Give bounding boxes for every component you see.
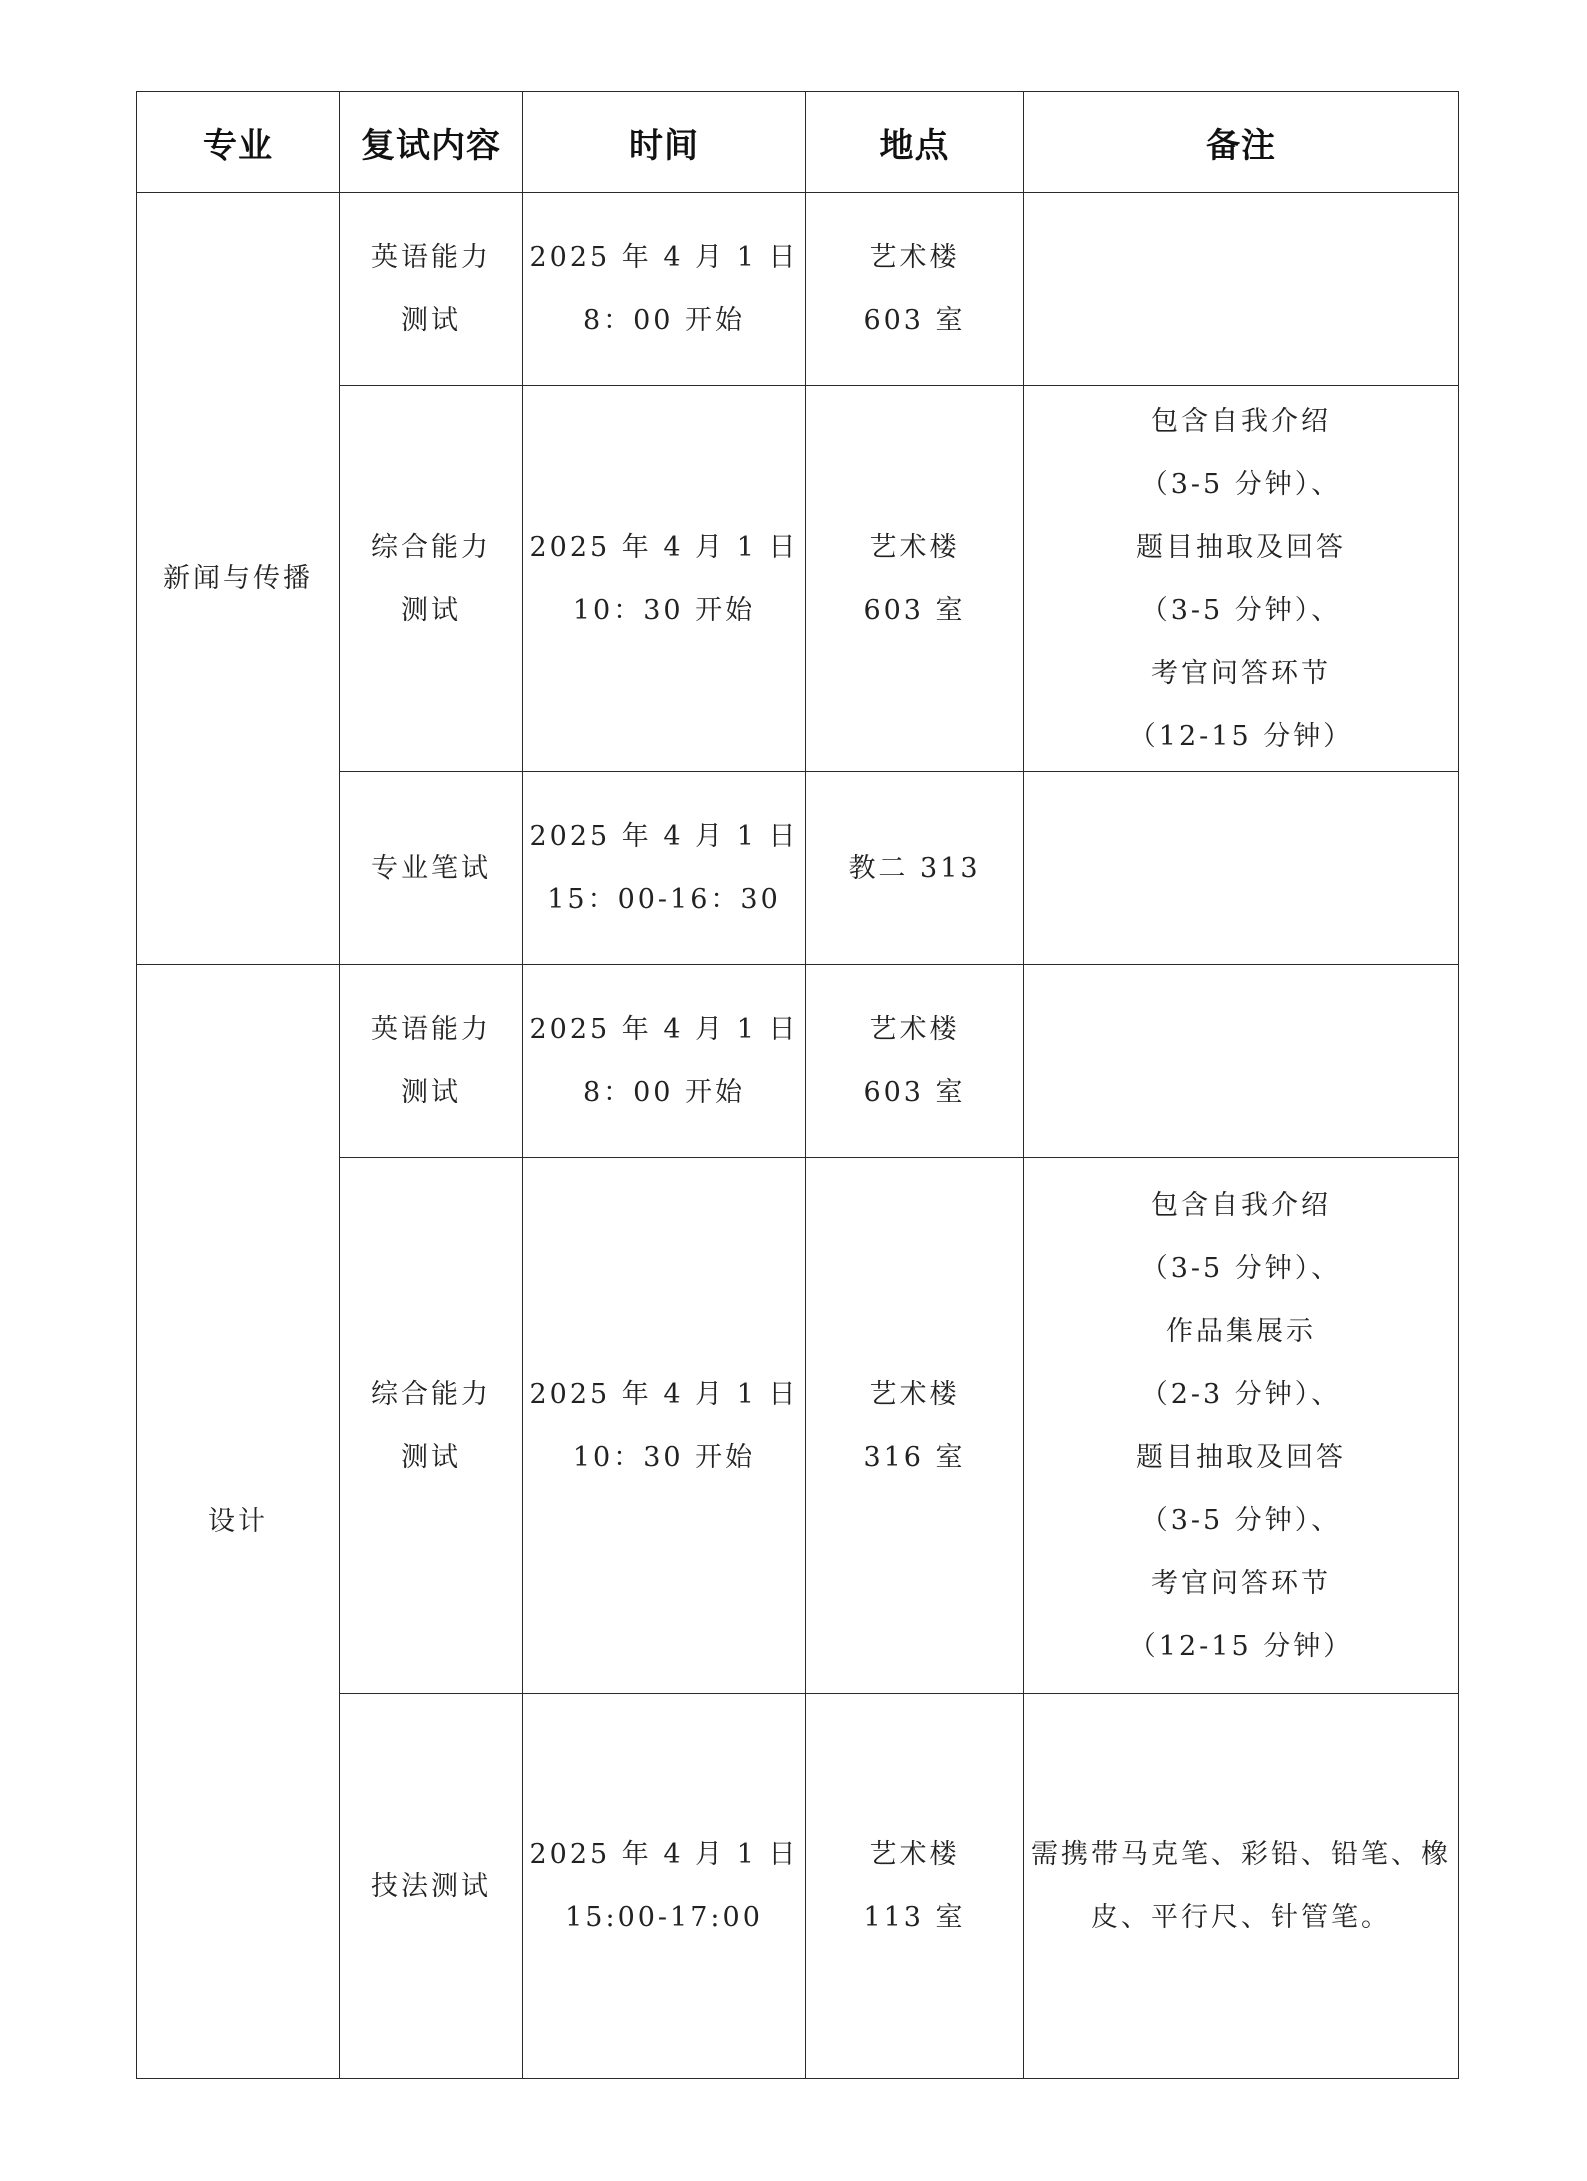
time-line: 15:00-17:00 <box>565 1902 763 1933</box>
header-time: 时间 <box>523 92 806 193</box>
location-cell <box>806 1694 1024 2079</box>
time-line: 2025 年 4 月 1 日 <box>529 1839 799 1870</box>
exam-schedule-table <box>136 91 1459 2079</box>
header-major: 专业 <box>137 92 340 193</box>
remarks-cell: 需携带马克笔、彩铅、铅笔、橡皮、平行尺、针管笔。 <box>1024 1694 1459 2079</box>
location-cell <box>806 386 1024 772</box>
content-line: 专业笔试 <box>371 852 491 884</box>
time-line: 10：30 开始 <box>572 1441 756 1473</box>
header-content: 复试内容 <box>340 92 523 193</box>
time-line: 2025 年 4 月 1 日 <box>529 1378 799 1410</box>
content-line: 英语能力 <box>371 1014 491 1045</box>
content-cell <box>340 772 523 965</box>
time-line: 10：30 开始 <box>572 594 756 626</box>
content-cell <box>340 1158 523 1694</box>
location-cell <box>806 965 1024 1158</box>
time-line: 2025 年 4 月 1 日 <box>529 242 799 273</box>
time-line: 2025 年 4 月 1 日 <box>529 821 799 852</box>
remarks-line: （3-5 分钟）、 <box>1140 1504 1342 1536</box>
table-row <box>137 965 1459 1158</box>
remarks-line: （3-5 分钟）、 <box>1140 468 1342 500</box>
time-line: 15：00-16：30 <box>547 884 781 915</box>
major-cell: 设计 <box>137 965 340 2079</box>
time-line: 8：00 开始 <box>582 1077 746 1108</box>
remarks-line: （2-3 分钟）、 <box>1140 1378 1342 1410</box>
content-cell <box>340 386 523 772</box>
time-cell <box>523 1158 806 1694</box>
remarks-line: 考官问答环节 <box>1151 657 1331 689</box>
content-line: 英语能力 <box>371 242 491 273</box>
header-row <box>137 92 1459 193</box>
remarks-line: （3-5 分钟）、 <box>1140 1252 1342 1284</box>
content-line: 综合能力 <box>371 531 491 563</box>
time-line: 2025 年 4 月 1 日 <box>529 531 799 563</box>
header-remarks: 备注 <box>1024 92 1459 193</box>
time-line: 2025 年 4 月 1 日 <box>529 1014 799 1045</box>
location-line: 603 室 <box>863 305 966 336</box>
remarks-cell <box>1024 772 1459 965</box>
location-line: 艺术楼 <box>869 531 960 563</box>
content-line: 综合能力 <box>371 1378 491 1410</box>
remarks-line: 考官问答环节 <box>1151 1567 1331 1599</box>
remarks-line: 包含自我介绍 <box>1151 405 1331 437</box>
content-line: 测试 <box>401 1077 461 1108</box>
location-line: 教二 313 <box>848 852 981 884</box>
remarks-cell <box>1024 965 1459 1158</box>
remarks-line: 作品集展示 <box>1166 1315 1316 1347</box>
content-cell <box>340 965 523 1158</box>
location-cell <box>806 193 1024 386</box>
location-line: 603 室 <box>863 594 966 626</box>
location-cell <box>806 772 1024 965</box>
table-row <box>137 193 1459 386</box>
location-line: 艺术楼 <box>869 242 960 273</box>
location-cell <box>806 1158 1024 1694</box>
location-line: 艺术楼 <box>869 1378 960 1410</box>
location-line: 603 室 <box>863 1077 966 1108</box>
time-cell <box>523 386 806 772</box>
remarks-cell <box>1024 193 1459 386</box>
header-location: 地点 <box>806 92 1024 193</box>
content-line: 测试 <box>401 594 461 626</box>
remarks-line: 题目抽取及回答 <box>1136 531 1346 563</box>
content-line: 技法测试 <box>371 1870 491 1902</box>
content-line: 测试 <box>401 305 461 336</box>
remarks-line: 题目抽取及回答 <box>1136 1441 1346 1473</box>
location-line: 艺术楼 <box>869 1014 960 1045</box>
content-cell <box>340 193 523 386</box>
major-cell: 新闻与传播 <box>137 193 340 965</box>
time-cell <box>523 193 806 386</box>
location-line: 316 室 <box>863 1441 966 1473</box>
time-cell <box>523 1694 806 2079</box>
time-line: 8：00 开始 <box>582 305 746 336</box>
remarks-line: （12-15 分钟） <box>1128 1630 1354 1662</box>
remarks-cell <box>1024 1158 1459 1694</box>
remarks-cell <box>1024 386 1459 772</box>
remarks-line: （3-5 分钟）、 <box>1140 594 1342 626</box>
remarks-line: 包含自我介绍 <box>1151 1189 1331 1221</box>
time-cell <box>523 965 806 1158</box>
time-cell <box>523 772 806 965</box>
location-line: 113 室 <box>863 1902 966 1933</box>
content-cell <box>340 1694 523 2079</box>
location-line: 艺术楼 <box>869 1839 960 1870</box>
remarks-line: （12-15 分钟） <box>1128 720 1354 752</box>
content-line: 测试 <box>401 1441 461 1473</box>
